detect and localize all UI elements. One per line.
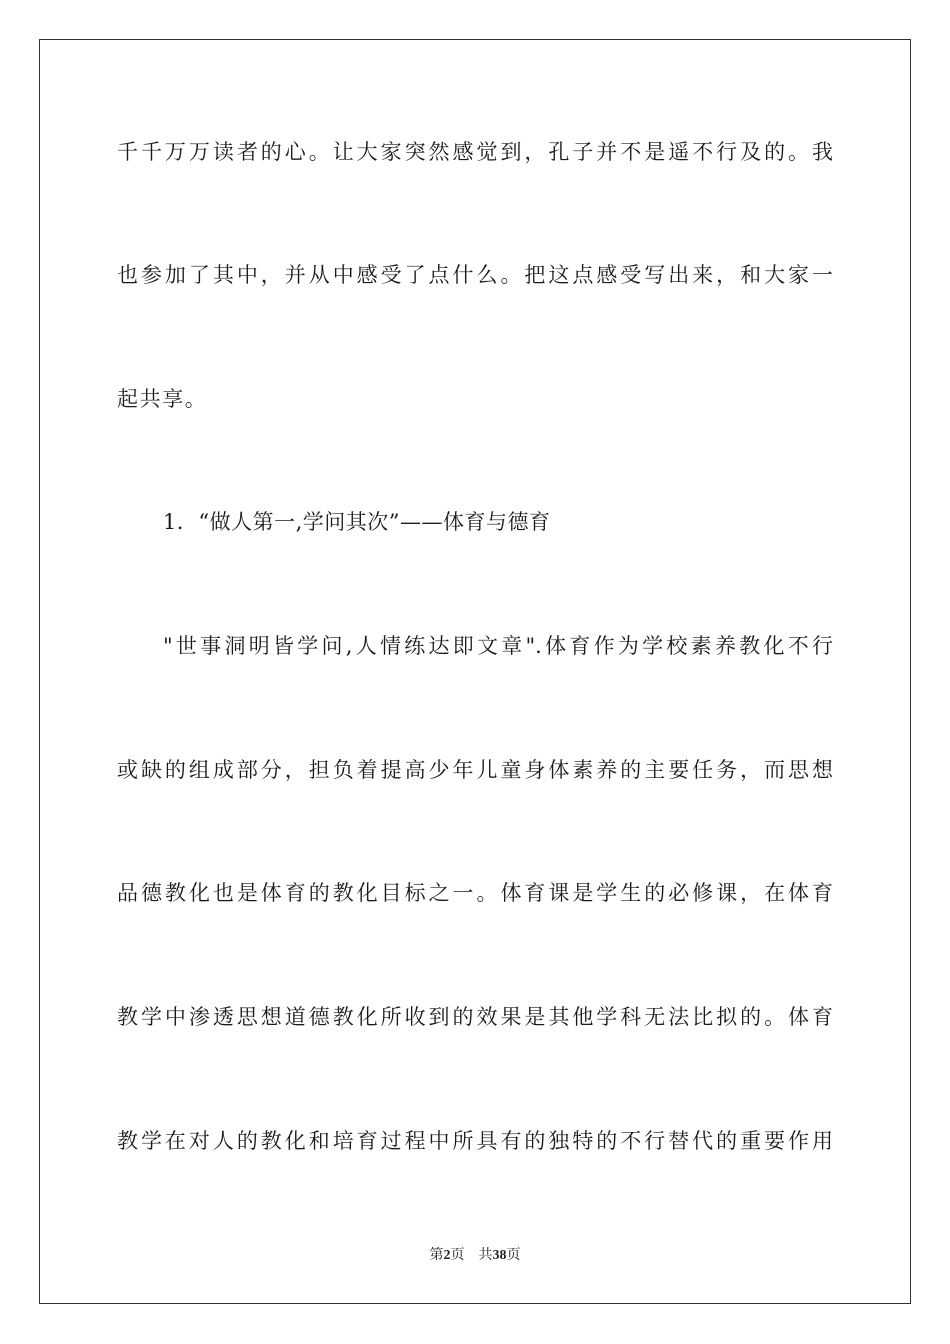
page-footer xyxy=(0,1247,950,1265)
body-text-line: "世事洞明皆学问,人情练达即文章".体育作为学校素养教化不行 xyxy=(163,634,833,658)
body-text-line: 教学中渗透思想道德教化所收到的效果是其他学科无法比拟的。体育 xyxy=(117,1005,833,1029)
current-page-number: 2 xyxy=(443,1248,451,1263)
body-text-line: 也参加了其中，并从中感受了点什么。把这点感受写出来，和大家一 xyxy=(117,263,833,287)
total-pages-suffix: 页 xyxy=(506,1248,521,1263)
body-text-line: 品德教化也是体育的教化目标之一。体育课是学生的必修课，在体育 xyxy=(117,881,833,905)
total-pages-prefix: 共 xyxy=(478,1248,493,1263)
body-text-line: 教学在对人的教化和培育过程中所具有的独特的不行替代的重要作用 xyxy=(117,1129,833,1153)
page-border xyxy=(39,39,911,1304)
section-heading: 1．“做人第一,学问其次”——体育与德育 xyxy=(163,510,551,534)
page-number-prefix: 第 xyxy=(429,1248,444,1263)
page-number-suffix: 页 xyxy=(450,1248,465,1263)
total-pages-number: 38 xyxy=(492,1248,507,1263)
body-text-line: 千千万万读者的心。让大家突然感觉到，孔子并不是遥不行及的。我 xyxy=(117,140,833,164)
body-text-line: 或缺的组成部分，担负着提高少年儿童身体素养的主要任务，而思想 xyxy=(117,758,833,782)
body-text-line: 起共享。 xyxy=(117,387,208,411)
